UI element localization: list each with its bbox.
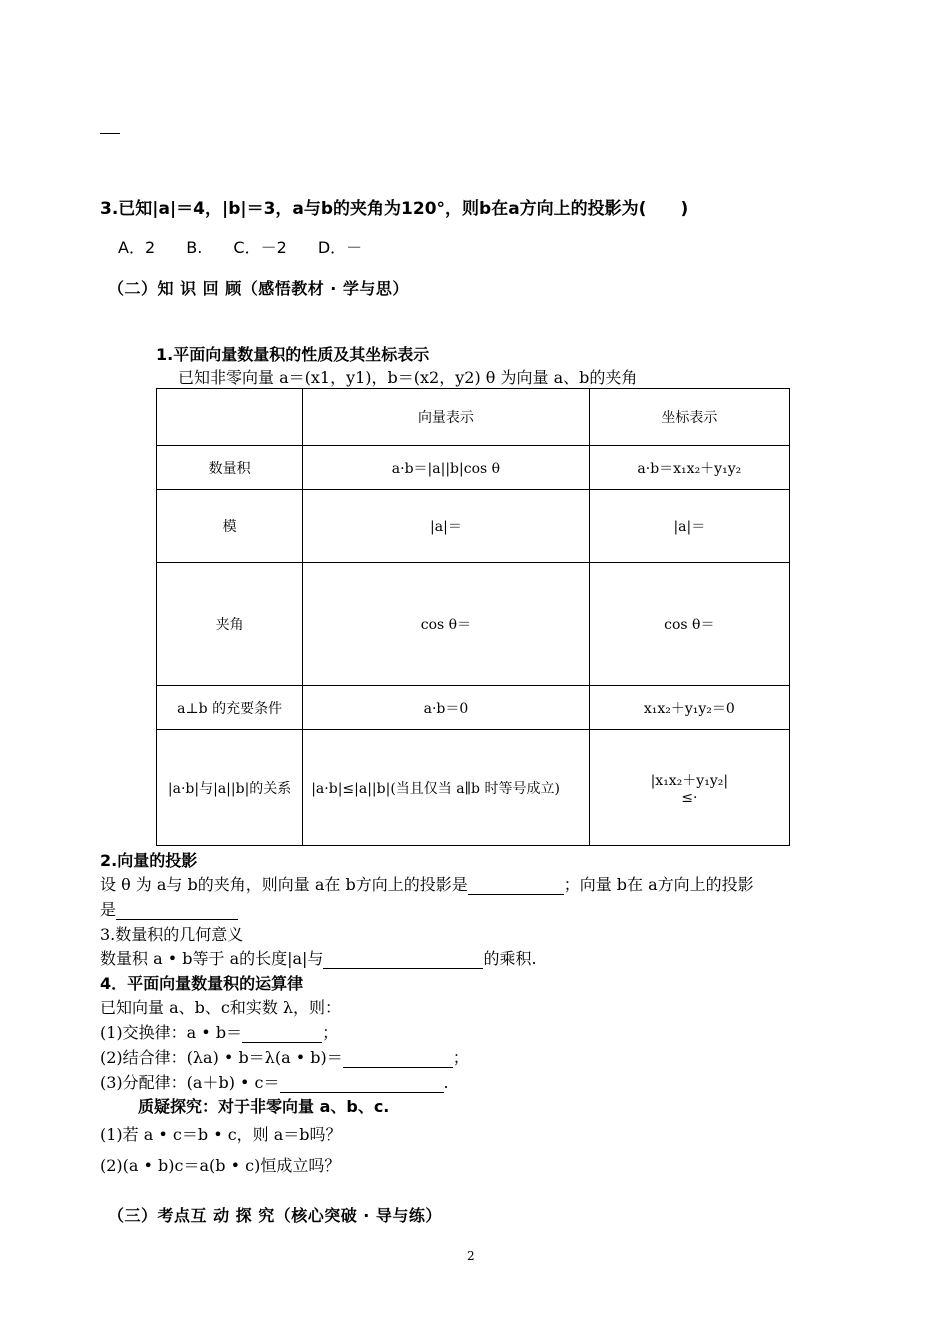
table-row	[157, 563, 790, 686]
page-number: 2	[467, 1249, 475, 1263]
heading-1: 1.平面向量数量积的性质及其坐标表示	[156, 345, 430, 364]
table-header-row	[157, 389, 790, 446]
option-b: B.	[186, 238, 203, 257]
inquiry-q1: (1)若 a • c＝b • c，则 a＝b吗？	[100, 1125, 342, 1144]
projection-title: 2.向量的投影	[100, 851, 198, 870]
blank-line	[116, 903, 238, 920]
table-cell: 数量积	[157, 446, 303, 490]
table-header-cell	[157, 389, 303, 446]
laws-title: 4．平面向量数量积的运算律	[100, 974, 304, 993]
question-3-options	[118, 235, 388, 258]
table-header-cell: 向量表示	[303, 389, 589, 446]
table-cell: |a·b|与|a||b|的关系	[157, 730, 303, 846]
table-cell: 模	[157, 490, 303, 563]
projection-line-1	[100, 872, 754, 895]
top-dash	[100, 133, 120, 134]
option-c: C．－2	[233, 238, 287, 257]
given-line: 已知非零向量 a＝(x1，y1)，b＝(x2，y2) θ 为向量 a、b的夹角	[178, 368, 638, 387]
table-cell: |a·b|≤|a||b|(当且仅当 a∥b 时等号成立)	[303, 730, 589, 846]
blank-line	[468, 878, 564, 895]
table-cell: a·b＝0	[303, 686, 589, 730]
law-associative-text: (2)结合律：(λa) • b＝λ(a • b)＝	[100, 1048, 343, 1067]
law-associative	[100, 1045, 469, 1068]
blank-line	[280, 1076, 444, 1093]
law-distributive-text: (3)分配律：(a＋b) • c＝	[100, 1073, 280, 1092]
geometry-text-a: 数量积 a • b等于 a的长度|a|与	[100, 949, 324, 968]
option-d: D．－	[317, 238, 363, 257]
law-distributive-end: .	[443, 1073, 449, 1092]
table-cell: |a|＝	[589, 490, 789, 563]
blank-line	[343, 1051, 453, 1068]
blank-line	[242, 1026, 322, 1043]
geometry-line	[100, 946, 537, 969]
table-cell: a·b＝x₁x₂＋y₁y₂	[589, 446, 789, 490]
table-row	[157, 446, 790, 490]
table-header-cell: 坐标表示	[589, 389, 789, 446]
table-cell: |a|＝	[303, 490, 589, 563]
table-row	[157, 686, 790, 730]
projection-line-2	[100, 897, 238, 920]
inquiry-title: 质疑探究：对于非零向量 a、b、c.	[138, 1097, 390, 1116]
law-commutative-end: ；	[322, 1023, 339, 1042]
section-3-title: （三）考点互 动 探 究（核心突破 · 导与练）	[108, 1206, 442, 1225]
law-commutative	[100, 1020, 338, 1043]
law-commutative-text: (1)交换律：a • b＝	[100, 1023, 243, 1042]
law-distributive	[100, 1070, 449, 1093]
geometry-text-b: 的乘积.	[483, 949, 537, 968]
table-cell: 夹角	[157, 563, 303, 686]
table-cell: cos θ＝	[589, 563, 789, 686]
table-cell: a·b＝|a||b|cos θ	[303, 446, 589, 490]
question-3-stem: 3.已知|a|＝4，|b|＝3，a与b的夹角为120°，则b在a方向上的投影为( )	[100, 199, 689, 219]
properties-table	[156, 388, 790, 846]
projection-text-c: 是	[100, 900, 117, 919]
table-row	[157, 490, 790, 563]
option-a: A．2	[118, 238, 156, 257]
table-cell: a⊥b 的充要条件	[157, 686, 303, 730]
table-cell: |x₁x₂＋y₁y₂| ≤·	[589, 730, 789, 846]
laws-intro: 已知向量 a、b、c和实数 λ，则：	[100, 998, 342, 1017]
projection-text-b: ；向量 b在 a方向上的投影	[563, 875, 754, 894]
projection-text-a: 设 θ 为 a与 b的夹角，则向量 a在 b方向上的投影是	[100, 875, 468, 894]
table-cell: x₁x₂＋y₁y₂＝0	[589, 686, 789, 730]
geometry-title: 3.数量积的几何意义	[100, 925, 244, 944]
blank-line	[323, 952, 483, 969]
law-associative-end: ；	[452, 1048, 469, 1067]
section-2-title: （二）知 识 回 顾（感悟教材 · 学与思）	[108, 279, 409, 298]
inquiry-q2: (2)(a • b)c＝a(b • c)恒成立吗？	[100, 1156, 341, 1175]
table-row	[157, 730, 790, 846]
table-cell: cos θ＝	[303, 563, 589, 686]
